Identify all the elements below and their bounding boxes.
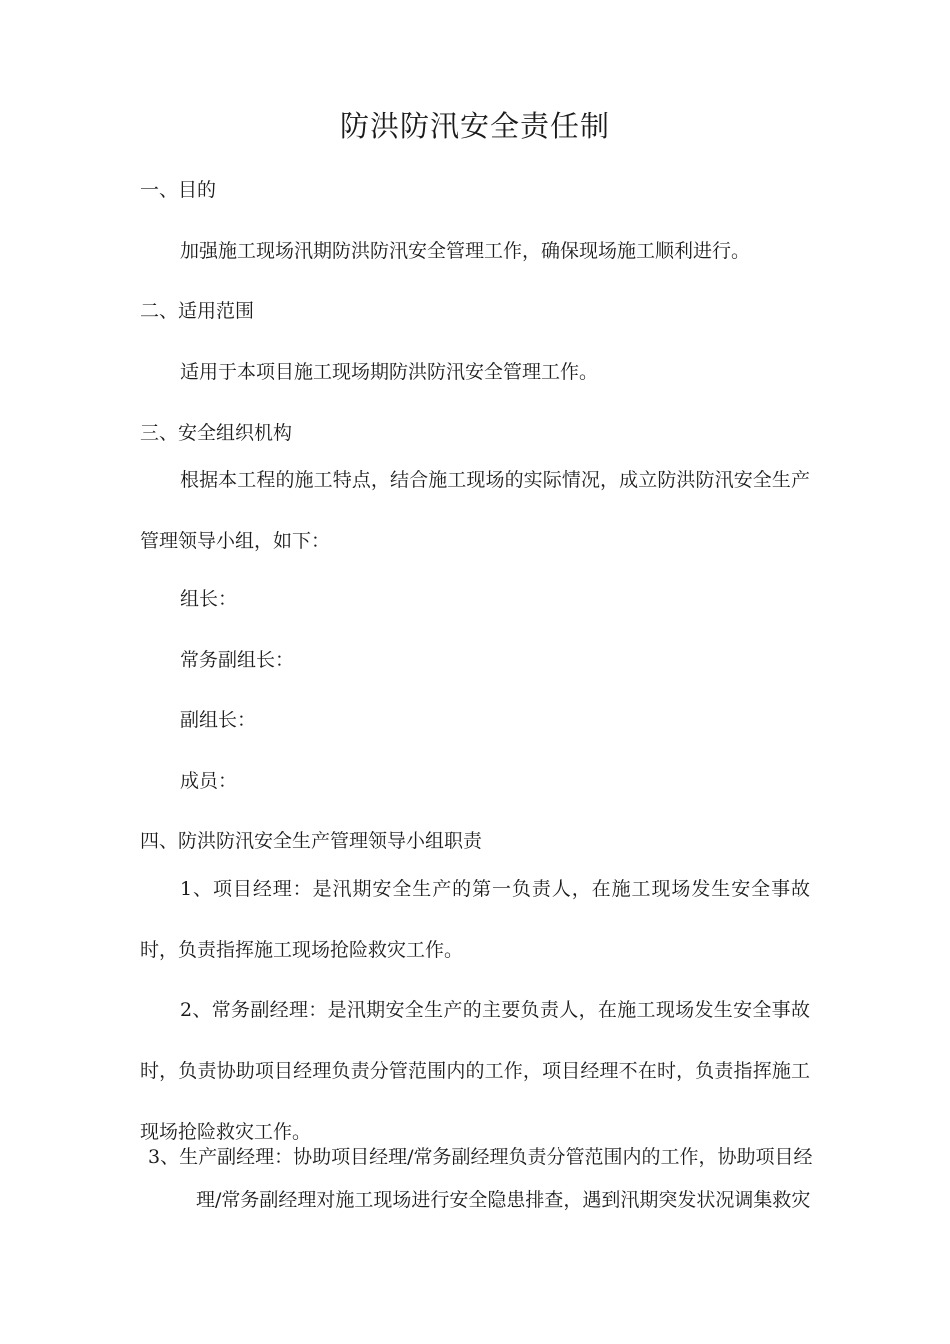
duty-item-production-manager-line2: 理/常务副经理对施工现场进行安全隐患排查，遇到汛期突发状况调集救灾: [196, 1189, 811, 1211]
section-heading-scope: 二、适用范围: [140, 300, 255, 322]
duty-item-exec-deputy-manager: 2、常务副经理：是汛期安全生产的主要负责人，在施工现场发生安全事故时，负责协助项目经理负责分管范围内的工作，项目经理不在时，负责指挥施工现场抢险救灾工作。: [140, 999, 810, 1143]
document-title: 防洪防汛安全责任制: [339, 109, 610, 143]
duty-item-production-manager-line1: 3、生产副经理：协助项目经理/常务副经理负责分管范围内的工作，协助项目经: [148, 1146, 813, 1168]
section-body-purpose: 加强施工现场汛期防洪防汛安全管理工作，确保现场施工顺利进行。: [180, 240, 751, 262]
section-body-scope: 适用于本项目施工现场期防洪防汛安全管理工作。: [180, 361, 599, 383]
org-exec-deputy-label: 常务副组长：: [180, 649, 295, 671]
org-deputy-label: 副组长：: [180, 709, 257, 731]
section-heading-organization: 三、安全组织机构: [140, 422, 293, 444]
section-body-organization: 根据本工程的施工特点，结合施工现场的实际情况，成立防洪防汛安全生产管理领导小组，如下：: [140, 469, 810, 552]
duty-item-project-manager: 1、项目经理：是汛期安全生产的第一负责人，在施工现场发生安全事故时，负责指挥施工现场抢险救灾工作。: [140, 878, 810, 961]
org-members-label: 成员：: [180, 770, 238, 792]
section-heading-duties: 四、防洪防汛安全生产管理领导小组职责: [140, 830, 483, 852]
section-heading-purpose: 一、目的: [140, 179, 217, 201]
org-leader-label: 组长：: [180, 588, 238, 610]
